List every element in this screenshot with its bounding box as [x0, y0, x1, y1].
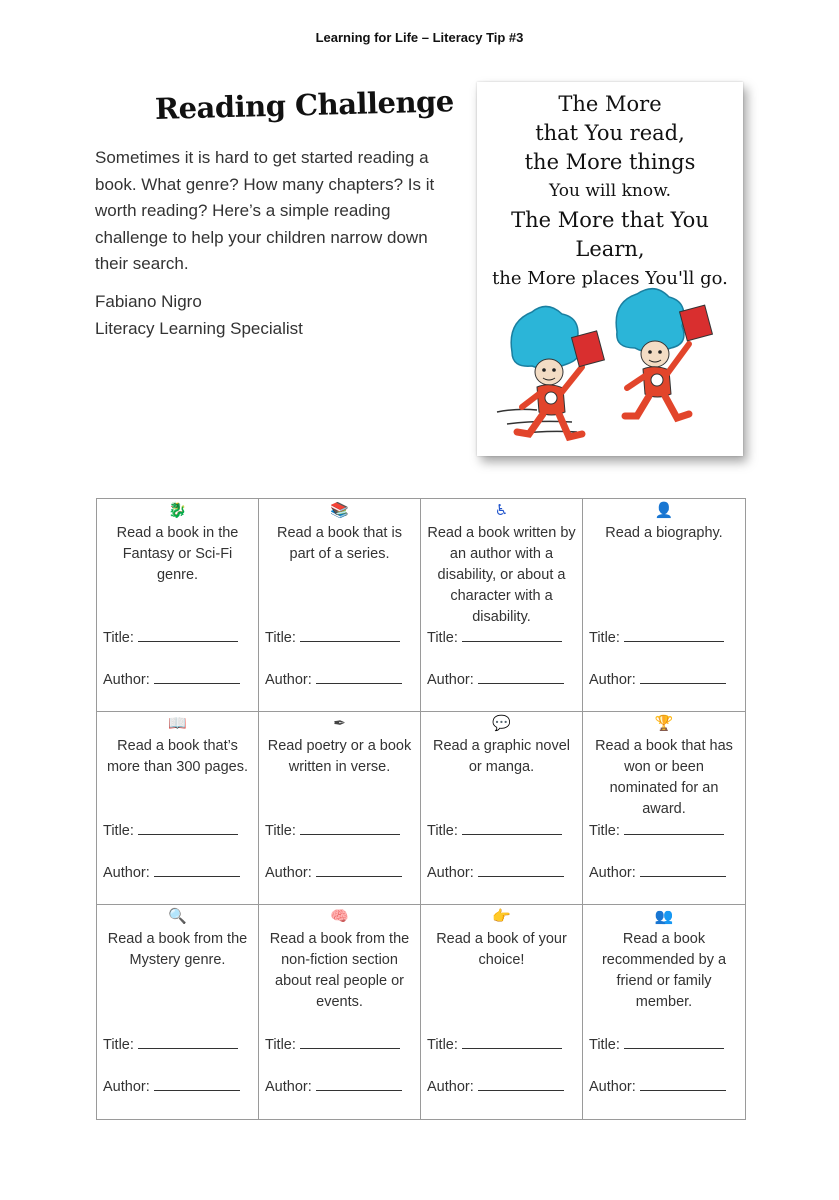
title-blank[interactable] — [138, 629, 238, 642]
author-role: Literacy Learning Specialist — [95, 318, 303, 338]
challenge-task: Read a book that is part of a series. — [277, 525, 402, 562]
title-blank[interactable] — [624, 1036, 724, 1049]
author-field[interactable] — [103, 864, 250, 881]
challenge-task: Read a book recommended by a friend or family member. — [601, 931, 727, 1010]
title-label: Title: — [589, 1037, 620, 1053]
title-label: Title: — [103, 1037, 134, 1053]
title-field[interactable] — [265, 822, 412, 839]
books-stack-icon: 📚 — [330, 502, 349, 519]
challenge-cell — [259, 712, 421, 905]
challenge-cell — [97, 499, 259, 712]
title-blank[interactable] — [138, 822, 238, 835]
author-blank[interactable] — [478, 864, 564, 877]
title-label: Title: — [103, 823, 134, 839]
challenge-cell — [259, 499, 421, 712]
title-field[interactable] — [103, 1036, 250, 1053]
title-blank[interactable] — [462, 1036, 562, 1049]
author-label: Author: — [427, 672, 474, 688]
quill-icon: ✒ — [333, 715, 346, 732]
title-label: Title: — [265, 630, 296, 646]
speech-bubble-icon: 💬 — [492, 715, 511, 732]
dragon-icon: 🐉 — [168, 502, 187, 519]
challenge-cell — [421, 905, 583, 1119]
challenge-cell — [259, 905, 421, 1119]
challenge-task: Read a graphic novel or manga. — [432, 738, 571, 775]
author-label: Author: — [589, 865, 636, 881]
accessibility-icon: ♿ — [494, 502, 509, 519]
author-blank[interactable] — [154, 671, 240, 684]
challenge-task: Read a book that’s more than 300 pages. — [106, 738, 249, 775]
author-label: Author: — [103, 672, 150, 688]
intro-paragraph: Sometimes it is hard to get started reading a book. What genre? How many chapters? Is it worth reading? Here’s a simple reading challenge to help your children narrow down their search. — [95, 148, 435, 273]
author-blank[interactable] — [154, 864, 240, 877]
title-field[interactable] — [427, 822, 574, 839]
author-label: Author: — [103, 865, 150, 881]
author-field[interactable] — [265, 1078, 412, 1095]
title-label: Title: — [427, 1037, 458, 1053]
challenge-task: Read a book from the Mystery genre. — [107, 931, 248, 968]
author-label: Author: — [265, 672, 312, 688]
poster-line: the More places You'll go. — [492, 268, 728, 289]
author-field[interactable] — [589, 864, 737, 881]
author-label: Author: — [589, 1079, 636, 1095]
quote-poster — [477, 82, 743, 456]
author-label: Author: — [103, 1079, 150, 1095]
title-label: Title: — [265, 823, 296, 839]
title-label: Title: — [265, 1037, 296, 1053]
author-blank[interactable] — [316, 671, 402, 684]
author-name: Fabiano Nigro — [95, 292, 202, 311]
author-block — [95, 289, 303, 342]
title-field[interactable] — [265, 629, 412, 646]
author-blank[interactable] — [640, 1078, 726, 1091]
title-field[interactable] — [265, 1036, 412, 1053]
page-header: Learning for Life – Literacy Tip #3 — [315, 30, 524, 45]
title-blank[interactable] — [300, 1036, 400, 1049]
pointing-hand-icon: 👉 — [492, 908, 511, 925]
challenge-task: Read a book in the Fantasy or Sci-Fi genre. — [116, 525, 239, 583]
title-blank[interactable] — [462, 629, 562, 642]
poster-line: the More things — [524, 150, 696, 174]
open-book-icon: 📖 — [168, 715, 187, 732]
author-blank[interactable] — [640, 671, 726, 684]
poster-line: that You read, — [535, 121, 685, 145]
title-field[interactable] — [103, 629, 250, 646]
title-label: Title: — [589, 630, 620, 646]
title-blank[interactable] — [300, 629, 400, 642]
challenge-task: Read a book of your choice! — [436, 931, 567, 968]
thing-characters-illustration — [477, 82, 743, 456]
author-blank[interactable] — [640, 864, 726, 877]
title-blank[interactable] — [624, 629, 724, 642]
person-icon: 👤 — [654, 502, 674, 519]
title-label: Title: — [427, 823, 458, 839]
author-field[interactable] — [103, 671, 250, 688]
title-field[interactable] — [427, 629, 574, 646]
author-field[interactable] — [427, 671, 574, 688]
author-label: Author: — [427, 1079, 474, 1095]
author-field[interactable] — [103, 1078, 250, 1095]
author-field[interactable] — [265, 864, 412, 881]
challenge-cell — [421, 712, 583, 905]
poster-line: The More that You — [511, 208, 709, 232]
author-field[interactable] — [589, 671, 737, 688]
author-label: Author: — [589, 672, 636, 688]
challenge-task: Read a biography. — [605, 525, 723, 541]
title-label: Title: — [427, 630, 458, 646]
poster-line: You will know. — [548, 181, 672, 201]
title-field[interactable] — [589, 822, 737, 839]
title-label: Title: — [589, 823, 620, 839]
title-field[interactable] — [589, 1036, 737, 1053]
author-field[interactable] — [427, 864, 574, 881]
challenge-cell — [97, 905, 259, 1119]
challenge-grid — [96, 498, 746, 1120]
challenge-task: Read a book written by an author with a disability, or about a character with a disability. — [427, 525, 576, 625]
title-field[interactable] — [427, 1036, 574, 1053]
poster-line: Learn, — [575, 237, 645, 261]
page-title: Reading Challenge — [154, 84, 455, 126]
title-blank[interactable] — [462, 822, 562, 835]
title-field[interactable] — [589, 629, 737, 646]
brain-icon: 🧠 — [330, 908, 349, 925]
title-blank[interactable] — [138, 1036, 238, 1049]
author-blank[interactable] — [316, 1078, 402, 1091]
title-field[interactable] — [103, 822, 250, 839]
trophy-icon: 🏆 — [654, 715, 674, 732]
title-label: Title: — [103, 630, 134, 646]
author-blank[interactable] — [154, 1078, 240, 1091]
title-blank[interactable] — [624, 822, 724, 835]
author-blank[interactable] — [478, 671, 564, 684]
challenge-task: Read poetry or a book written in verse. — [267, 738, 412, 775]
group-icon: 👥 — [654, 908, 674, 925]
author-label: Author: — [427, 865, 474, 881]
challenge-task: Read a book that has won or been nominated for an award. — [595, 738, 733, 817]
challenge-cell — [583, 712, 745, 905]
author-label: Author: — [265, 865, 312, 881]
author-blank[interactable] — [478, 1078, 564, 1091]
author-field[interactable] — [265, 671, 412, 688]
author-field[interactable] — [589, 1078, 737, 1095]
challenge-cell — [97, 712, 259, 905]
magnifier-icon: 🔍 — [168, 908, 187, 925]
challenge-cell — [421, 499, 583, 712]
challenge-cell — [583, 905, 745, 1119]
author-field[interactable] — [427, 1078, 574, 1095]
challenge-cell — [583, 499, 745, 712]
poster-line: The More — [558, 92, 662, 116]
challenge-task: Read a book from the non-fiction section about real people or events. — [269, 931, 410, 1010]
author-blank[interactable] — [316, 864, 402, 877]
title-blank[interactable] — [300, 822, 400, 835]
author-label: Author: — [265, 1079, 312, 1095]
